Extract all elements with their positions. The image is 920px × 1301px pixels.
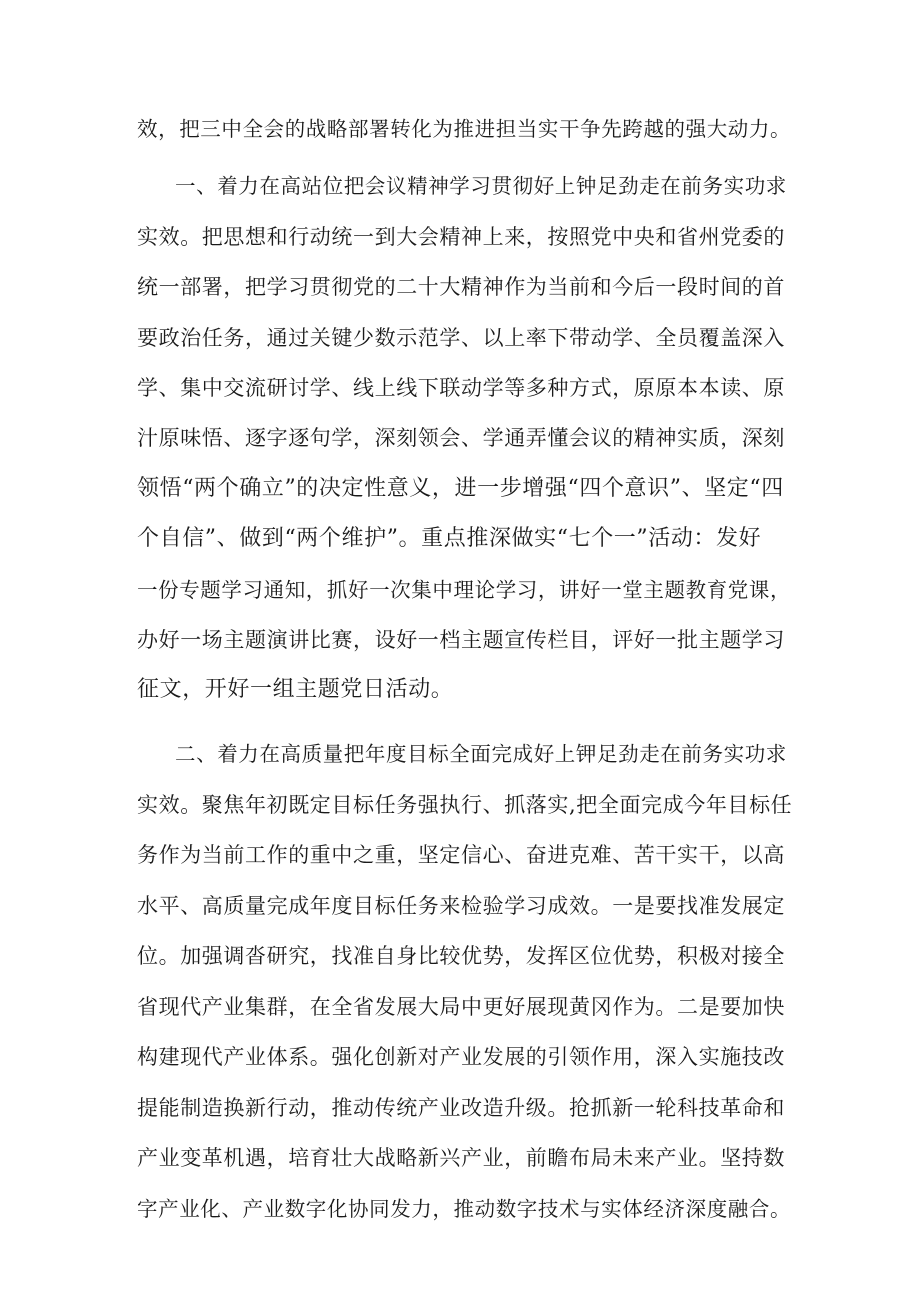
- paragraph-line: 产业变革机遇，培育壮大战略新兴产业，前瞻布局未来产业。坚持数: [137, 1146, 785, 1170]
- paragraph-line: 一份专题学习通知，抓好一次集中理论学习，讲好一堂主题教育党课，: [137, 578, 792, 602]
- paragraph-line: 个自信”、做到“两个维护”。重点推深做实“七个一”活动：发好: [137, 526, 762, 551]
- paragraph-line: 征文，开好一组主题党日活动。: [137, 677, 454, 702]
- paragraph-line: 构建现代产业体系。强化创新对产业发展的引领作用，深入实施技改: [137, 1045, 785, 1069]
- paragraph-line: 水平、高质量完成年度目标任务来检验学习成效。一是要找准发展定: [137, 894, 785, 918]
- section-two-heading-line: 二、着力在高质量把年度目标全面完成好上钾足劲走在前务实功求: [175, 742, 787, 766]
- paragraph-line: 实效。聚焦年初既定目标任务强执行、抓落实,把全面完成今年目标任: [137, 793, 793, 817]
- paragraph-line: 汁原味悟、逐字逐句学，深刻领会、学通弄懂会议的精神实质，深刻: [137, 426, 785, 450]
- section-one-heading-line: 一、着力在高站位把会议精神学习贯彻好上钟足劲走在前务实功求: [175, 174, 787, 198]
- paragraph-line: 统一部署，把学习贯彻党的二十大精神作为当前和今后一段时间的首: [137, 275, 785, 299]
- paragraph-line: 学、集中交流研讨学、线上线下联动学等多种方式，原原本本读、原: [137, 376, 785, 400]
- paragraph-line: 务作为当前工作的重中之重，坚定信心、奋进克难、苦干实干，以高: [137, 843, 785, 867]
- paragraph-line: 省现代产业集群，在全省发展大局中更好展现黄冈作为。二是要加快: [137, 995, 785, 1019]
- paragraph-line: 领悟“两个确立”的决定性意义，进一步增强“四个意识”、坚定“四: [137, 476, 784, 501]
- paragraph-line: 实效。把思想和行动统一到大会精神上来，按照党中央和省州党委的: [137, 225, 785, 249]
- paragraph-line: 要政治任务，通过关键少数示范学、以上率下带动学、全员覆盖深入: [137, 326, 785, 350]
- paragraph-line: 字产业化、产业数字化协同发力，推动数字技术与实体经济深度融合。: [137, 1197, 792, 1221]
- paragraph-line: 效，把三中全会的战略部署转化为推进担当实干争先跨越的强大动力。: [137, 117, 792, 141]
- paragraph-line: 位。加强调沓研究，找准自身比较优势，发挥区位优势，积极对接全: [137, 944, 785, 968]
- paragraph-line: 提能制造换新行动，推动传统产业改造升级。抢抓新一轮科技革命和: [137, 1096, 785, 1120]
- paragraph-line: 办好一场主题演讲比赛，设好一档主题宣传栏目，评好一批主题学习: [137, 628, 785, 652]
